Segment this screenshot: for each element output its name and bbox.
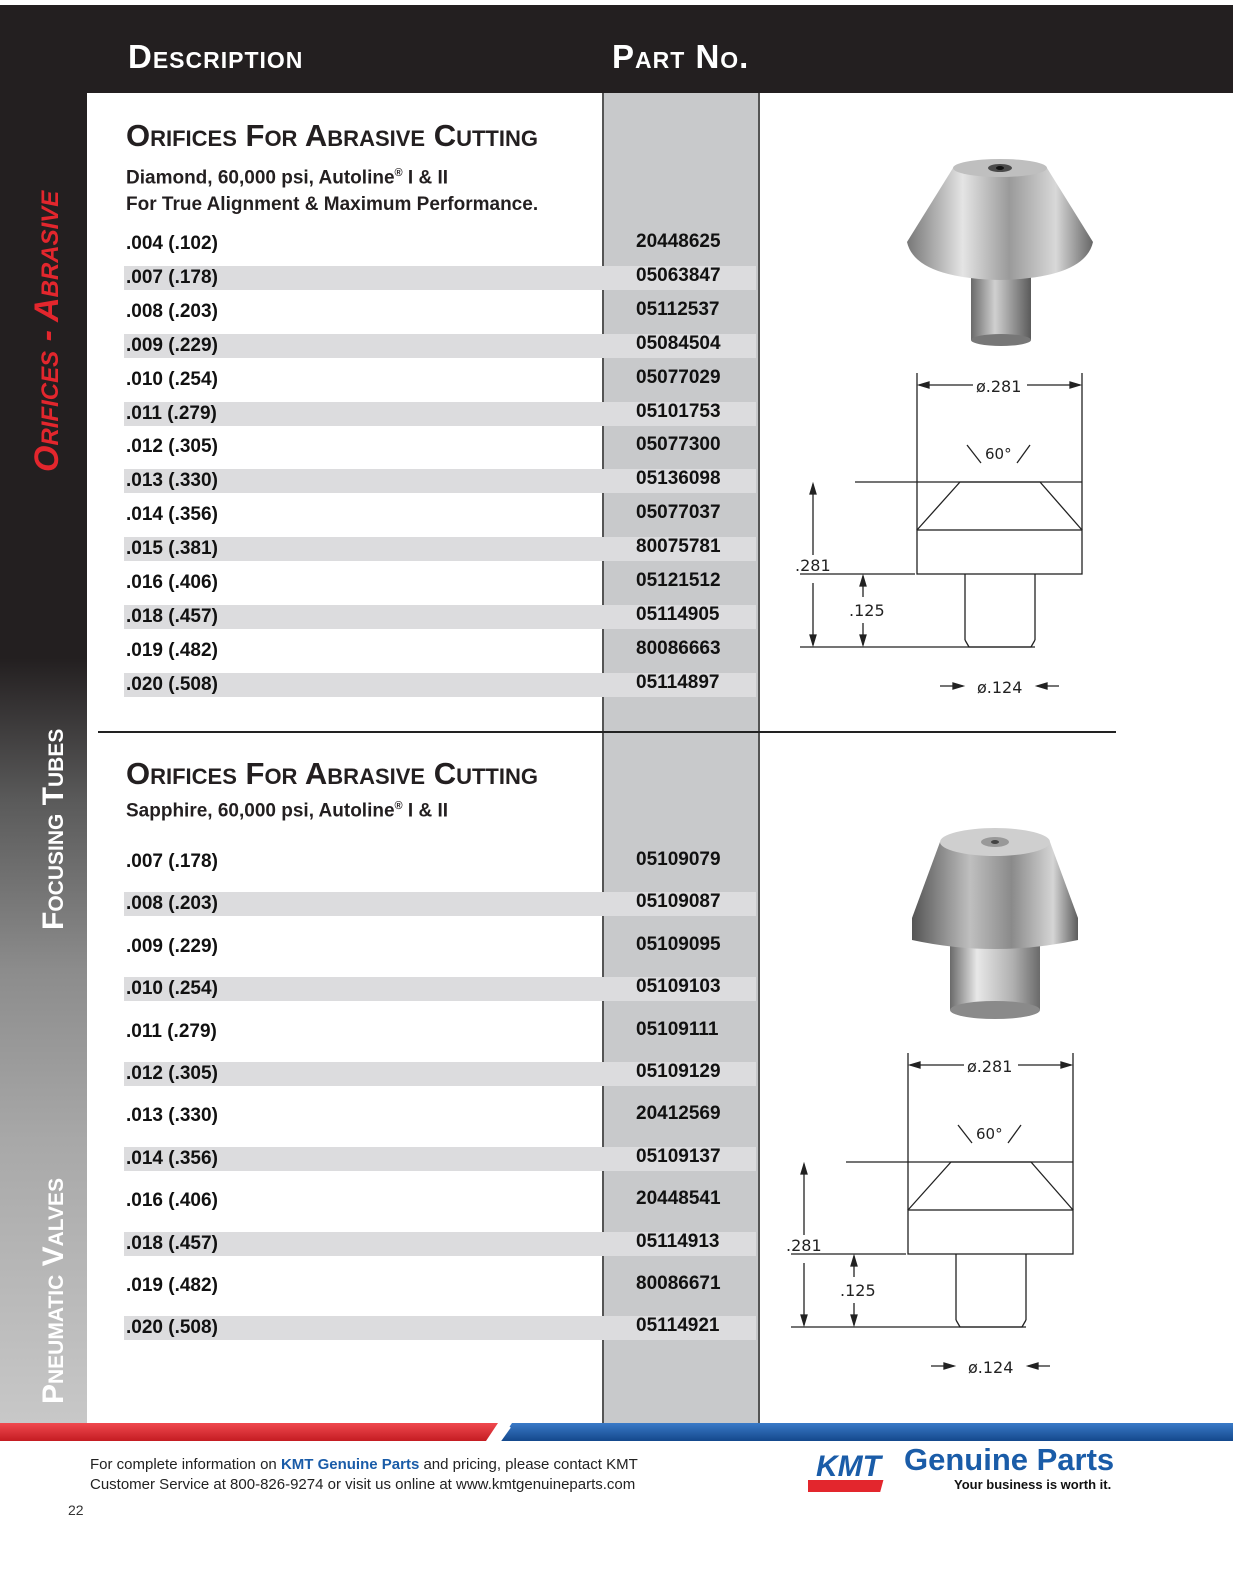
kmt-logo <box>808 1442 1128 1494</box>
table-row <box>124 1020 756 1044</box>
description-header: Description <box>128 38 304 75</box>
table-row <box>124 1274 756 1298</box>
orifice-size: .009 (.229) <box>126 334 218 356</box>
drawing1-stem: .125 <box>849 601 885 620</box>
orifice-size: .018 (.457) <box>126 1232 218 1254</box>
table-row <box>124 1062 756 1086</box>
table-row <box>124 977 756 1001</box>
orifice-size: .016 (.406) <box>126 572 218 593</box>
drawing2-bottom-dia: ø.124 <box>968 1358 1014 1377</box>
orifice-size: .012 (.305) <box>126 1063 218 1084</box>
table-row <box>124 300 756 324</box>
table-row <box>124 402 756 426</box>
page-number: 22 <box>68 1502 84 1518</box>
part-number: 20448625 <box>636 231 721 252</box>
part-number: 05101753 <box>636 400 721 422</box>
orifice-size: .007 (.178) <box>126 266 218 288</box>
orifice-size: .019 (.482) <box>126 1275 218 1296</box>
side-tab-focusing-tubes[interactable]: Focusing Tubes <box>37 728 70 930</box>
section1-title: Orifices For Abrasive Cutting <box>126 118 538 153</box>
part-number: 05109137 <box>636 1145 721 1167</box>
table-row <box>124 1189 756 1213</box>
part-number: 05109095 <box>636 933 721 955</box>
table-row <box>124 469 756 493</box>
table-row <box>124 368 756 392</box>
drawing2-top-dia: ø.281 <box>967 1057 1013 1076</box>
table-row <box>124 1147 756 1171</box>
table-row <box>124 605 756 629</box>
part-number: 80086663 <box>636 637 721 659</box>
part-number: 05077029 <box>636 366 721 388</box>
drawing2-angle: 60° <box>976 1125 1003 1143</box>
drawing2-stem: .125 <box>840 1281 876 1300</box>
orifice-size: .013 (.330) <box>126 470 218 492</box>
side-tab-orifices-abrasive[interactable]: Orifices - Abrasive <box>28 190 66 472</box>
part-number: 05114921 <box>636 1315 720 1337</box>
part-number: 05114913 <box>636 1230 720 1252</box>
section2-subtitle: Sapphire, 60,000 psi, Autoline® I & II <box>126 800 449 822</box>
orifice-size: .009 (.229) <box>126 935 218 957</box>
kmt-logo-text: KMT <box>816 1450 881 1483</box>
footer-contact-text: For complete information on KMT Genuine Parts and pricing, please contact KMT Customer Service at 800-826-9274 or visit us online at www.kmtgenuineparts.com <box>90 1456 638 1493</box>
part-number: 05114897 <box>636 671 720 693</box>
part-number: 80075781 <box>636 536 721 558</box>
section2-title: Orifices For Abrasive Cutting <box>126 756 538 791</box>
part-number: 05109079 <box>636 849 721 870</box>
table-row <box>124 232 756 256</box>
table-row <box>124 935 756 959</box>
part-number: 80086671 <box>636 1273 721 1294</box>
table-row <box>124 1104 756 1128</box>
table-row <box>124 537 756 561</box>
table-row <box>124 850 756 874</box>
part-number: 05121512 <box>636 570 721 591</box>
part-number-column <box>602 93 760 1423</box>
footer-brand-inline: KMT Genuine Parts <box>280 1456 420 1473</box>
part-number: 05084504 <box>636 332 721 354</box>
logo-genuine-parts: Genuine Parts <box>904 1442 1115 1477</box>
part-number: 05109087 <box>636 891 721 913</box>
drawing1-bottom-dia: ø.124 <box>977 678 1023 697</box>
logo-tagline: Your business is worth it. <box>954 1477 1112 1492</box>
sapphire-orifice-photo <box>878 800 1113 1050</box>
orifice-size: .008 (.203) <box>126 300 218 322</box>
orifice-size: .012 (.305) <box>126 436 218 458</box>
side-tab-pneumatic-valves[interactable]: Pneumatic Valves <box>37 1177 70 1404</box>
drawing1-height: .281 <box>795 556 831 575</box>
orifice-size: .014 (.356) <box>126 504 218 526</box>
table-row <box>124 1316 756 1340</box>
orifice-size: .010 (.254) <box>126 368 218 390</box>
orifice-size: .019 (.482) <box>126 639 218 661</box>
table-row <box>124 266 756 290</box>
orifice-size: .016 (.406) <box>126 1190 218 1212</box>
table-row <box>124 435 756 459</box>
orifice-size: .020 (.508) <box>126 1317 218 1339</box>
footer-stripe <box>0 1423 1233 1441</box>
table-row <box>124 639 756 663</box>
orifice-size: .011 (.279) <box>126 402 217 424</box>
part-number: 05063847 <box>636 264 721 286</box>
section-divider <box>98 731 1116 733</box>
orifice-size: .011 (.279) <box>126 1020 217 1042</box>
section1-subtitle: Diamond, 60,000 psi, Autoline® I & II For True Alignment & Maximum Performance. <box>126 167 539 216</box>
table-row <box>124 1232 756 1256</box>
part-number: 05109103 <box>636 976 721 998</box>
orifice-size: .008 (.203) <box>126 893 218 915</box>
part-number: 05109129 <box>636 1061 721 1082</box>
part-number: 05112537 <box>636 298 720 320</box>
table-row <box>124 673 756 697</box>
orifice-size: .010 (.254) <box>126 978 218 1000</box>
drawing1-top-dia: ø.281 <box>976 377 1022 396</box>
orifice-size: .013 (.330) <box>126 1105 218 1127</box>
part-number: 05136098 <box>636 468 721 490</box>
table-row <box>124 571 756 595</box>
orifice-size: .015 (.381) <box>126 538 218 560</box>
table-row <box>124 892 756 916</box>
orifice-dimension-drawing-1 <box>795 365 1095 705</box>
drawing1-angle: 60° <box>985 445 1012 463</box>
part-no-header: Part No. <box>612 38 750 75</box>
orifice-dimension-drawing-2 <box>786 1045 1086 1385</box>
orifice-size: .020 (.508) <box>126 673 218 695</box>
orifice-size: .007 (.178) <box>126 851 218 872</box>
orifice-size: .014 (.356) <box>126 1147 218 1169</box>
part-number: 05077037 <box>636 502 721 524</box>
drawing2-height: .281 <box>786 1236 822 1255</box>
kmt-logo-mark <box>808 1448 898 1494</box>
table-row <box>124 503 756 527</box>
orifice-size: .004 (.102) <box>126 233 218 254</box>
footer-contact-line2: Customer Service at 800-826-9274 or visit us online at www.kmtgenuineparts.com <box>90 1476 636 1493</box>
part-number: 20412569 <box>636 1103 721 1125</box>
part-number: 05114905 <box>636 603 720 625</box>
part-number: 05077300 <box>636 434 721 456</box>
part-number: 05109111 <box>636 1018 719 1040</box>
orifice-size: .018 (.457) <box>126 605 218 627</box>
table-row <box>124 334 756 358</box>
diamond-orifice-photo <box>895 150 1105 350</box>
part-number: 20448541 <box>636 1188 721 1210</box>
